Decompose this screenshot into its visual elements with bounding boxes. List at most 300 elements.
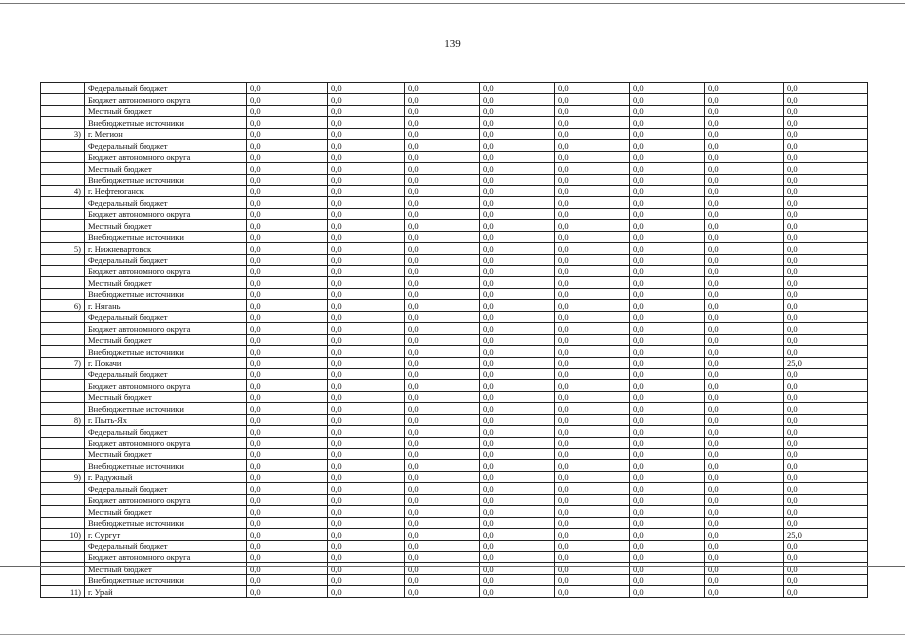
value-cell: 0,0 bbox=[247, 357, 328, 368]
row-number bbox=[41, 483, 85, 494]
row-name: Местный бюджет bbox=[85, 334, 247, 345]
table-row bbox=[41, 220, 868, 231]
value-cell: 0,0 bbox=[405, 174, 480, 185]
value-cell: 0,0 bbox=[405, 163, 480, 174]
value-cell: 0,0 bbox=[247, 311, 328, 322]
value-cell: 0,0 bbox=[405, 426, 480, 437]
table-row bbox=[41, 437, 868, 448]
value-cell: 0,0 bbox=[247, 243, 328, 254]
value-cell: 0,0 bbox=[328, 117, 405, 128]
value-cell: 0,0 bbox=[480, 266, 555, 277]
row-number: 4) bbox=[41, 185, 85, 196]
value-cell: 0,0 bbox=[705, 197, 784, 208]
value-cell: 0,0 bbox=[328, 574, 405, 585]
value-cell: 0,0 bbox=[630, 288, 705, 299]
value-cell: 0,0 bbox=[480, 506, 555, 517]
value-cell: 0,0 bbox=[555, 574, 630, 585]
value-cell: 0,0 bbox=[784, 300, 868, 311]
row-name: Бюджет автономного округа bbox=[85, 380, 247, 391]
row-number bbox=[41, 254, 85, 265]
row-number bbox=[41, 94, 85, 105]
value-cell: 0,0 bbox=[480, 220, 555, 231]
value-cell: 0,0 bbox=[328, 449, 405, 460]
value-cell: 0,0 bbox=[480, 414, 555, 425]
table-row bbox=[41, 368, 868, 379]
row-number bbox=[41, 288, 85, 299]
value-cell: 0,0 bbox=[784, 437, 868, 448]
value-cell: 0,0 bbox=[405, 105, 480, 116]
value-cell: 0,0 bbox=[555, 128, 630, 139]
value-cell: 0,0 bbox=[784, 94, 868, 105]
value-cell: 0,0 bbox=[480, 288, 555, 299]
value-cell: 0,0 bbox=[328, 403, 405, 414]
value-cell: 0,0 bbox=[480, 334, 555, 345]
value-cell: 0,0 bbox=[328, 151, 405, 162]
value-cell: 0,0 bbox=[705, 391, 784, 402]
value-cell: 0,0 bbox=[247, 334, 328, 345]
value-cell: 0,0 bbox=[247, 117, 328, 128]
value-cell: 0,0 bbox=[630, 323, 705, 334]
row-name: г. Пыть-Ях bbox=[85, 414, 247, 425]
value-cell: 0,0 bbox=[405, 391, 480, 402]
value-cell: 0,0 bbox=[480, 163, 555, 174]
value-cell: 0,0 bbox=[784, 551, 868, 562]
value-cell: 0,0 bbox=[555, 540, 630, 551]
value-cell: 0,0 bbox=[405, 94, 480, 105]
value-cell: 0,0 bbox=[784, 128, 868, 139]
value-cell: 0,0 bbox=[705, 243, 784, 254]
value-cell: 0,0 bbox=[480, 254, 555, 265]
value-cell: 0,0 bbox=[247, 563, 328, 574]
table-row bbox=[41, 426, 868, 437]
value-cell: 0,0 bbox=[705, 323, 784, 334]
value-cell: 0,0 bbox=[247, 151, 328, 162]
value-cell: 0,0 bbox=[247, 323, 328, 334]
row-name: Местный бюджет bbox=[85, 163, 247, 174]
value-cell: 0,0 bbox=[480, 540, 555, 551]
value-cell: 0,0 bbox=[328, 83, 405, 94]
value-cell: 0,0 bbox=[555, 483, 630, 494]
table-row bbox=[41, 346, 868, 357]
value-cell: 0,0 bbox=[705, 185, 784, 196]
value-cell: 0,0 bbox=[328, 437, 405, 448]
value-cell: 0,0 bbox=[247, 346, 328, 357]
table-row bbox=[41, 540, 868, 551]
row-number bbox=[41, 163, 85, 174]
value-cell: 0,0 bbox=[705, 551, 784, 562]
value-cell: 0,0 bbox=[630, 414, 705, 425]
value-cell: 0,0 bbox=[784, 574, 868, 585]
row-number bbox=[41, 437, 85, 448]
table-row bbox=[41, 83, 868, 94]
value-cell: 0,0 bbox=[555, 174, 630, 185]
row-number bbox=[41, 563, 85, 574]
value-cell: 0,0 bbox=[705, 105, 784, 116]
row-number bbox=[41, 117, 85, 128]
table-row bbox=[41, 197, 868, 208]
value-cell: 0,0 bbox=[247, 254, 328, 265]
row-number bbox=[41, 323, 85, 334]
row-name: Федеральный бюджет bbox=[85, 83, 247, 94]
value-cell: 0,0 bbox=[705, 471, 784, 482]
table-row bbox=[41, 449, 868, 460]
value-cell: 0,0 bbox=[405, 151, 480, 162]
value-cell: 0,0 bbox=[328, 483, 405, 494]
value-cell: 0,0 bbox=[405, 517, 480, 528]
value-cell: 0,0 bbox=[328, 529, 405, 540]
value-cell: 0,0 bbox=[555, 323, 630, 334]
value-cell: 0,0 bbox=[630, 140, 705, 151]
value-cell: 0,0 bbox=[247, 128, 328, 139]
value-cell: 0,0 bbox=[784, 208, 868, 219]
value-cell: 0,0 bbox=[784, 254, 868, 265]
value-cell: 0,0 bbox=[555, 426, 630, 437]
table-row bbox=[41, 311, 868, 322]
value-cell: 0,0 bbox=[405, 414, 480, 425]
row-name: Федеральный бюджет bbox=[85, 483, 247, 494]
value-cell: 0,0 bbox=[784, 391, 868, 402]
row-number bbox=[41, 174, 85, 185]
value-cell: 0,0 bbox=[784, 163, 868, 174]
row-number bbox=[41, 551, 85, 562]
value-cell: 0,0 bbox=[705, 414, 784, 425]
value-cell: 0,0 bbox=[328, 197, 405, 208]
value-cell: 0,0 bbox=[630, 563, 705, 574]
table-row bbox=[41, 140, 868, 151]
row-name: Федеральный бюджет bbox=[85, 140, 247, 151]
value-cell: 0,0 bbox=[480, 128, 555, 139]
value-cell: 0,0 bbox=[328, 551, 405, 562]
value-cell: 0,0 bbox=[480, 231, 555, 242]
value-cell: 0,0 bbox=[555, 105, 630, 116]
row-name: Бюджет автономного округа bbox=[85, 323, 247, 334]
value-cell: 0,0 bbox=[630, 300, 705, 311]
value-cell: 0,0 bbox=[630, 243, 705, 254]
value-cell: 0,0 bbox=[247, 288, 328, 299]
value-cell: 0,0 bbox=[480, 426, 555, 437]
value-cell: 0,0 bbox=[328, 517, 405, 528]
row-name: Бюджет автономного округа bbox=[85, 208, 247, 219]
value-cell: 0,0 bbox=[480, 357, 555, 368]
value-cell: 0,0 bbox=[705, 529, 784, 540]
row-number: 3) bbox=[41, 128, 85, 139]
value-cell: 0,0 bbox=[555, 380, 630, 391]
row-name: Бюджет автономного округа bbox=[85, 266, 247, 277]
value-cell: 0,0 bbox=[405, 254, 480, 265]
value-cell: 0,0 bbox=[555, 460, 630, 471]
value-cell: 0,0 bbox=[328, 300, 405, 311]
value-cell: 0,0 bbox=[247, 460, 328, 471]
value-cell: 0,0 bbox=[480, 185, 555, 196]
value-cell: 0,0 bbox=[555, 334, 630, 345]
value-cell: 0,0 bbox=[247, 471, 328, 482]
value-cell: 0,0 bbox=[555, 220, 630, 231]
row-name: г. Нягань bbox=[85, 300, 247, 311]
value-cell: 0,0 bbox=[480, 197, 555, 208]
table-row bbox=[41, 185, 868, 196]
row-number bbox=[41, 449, 85, 460]
row-name: Бюджет автономного округа bbox=[85, 551, 247, 562]
value-cell: 0,0 bbox=[480, 140, 555, 151]
row-name: Внебюджетные источники bbox=[85, 517, 247, 528]
value-cell: 0,0 bbox=[405, 529, 480, 540]
row-number bbox=[41, 197, 85, 208]
value-cell: 0,0 bbox=[405, 551, 480, 562]
value-cell: 0,0 bbox=[705, 437, 784, 448]
row-name: Федеральный бюджет bbox=[85, 540, 247, 551]
value-cell: 25,0 bbox=[784, 357, 868, 368]
value-cell: 0,0 bbox=[247, 586, 328, 597]
value-cell: 0,0 bbox=[480, 346, 555, 357]
value-cell: 0,0 bbox=[480, 323, 555, 334]
value-cell: 0,0 bbox=[705, 334, 784, 345]
row-number bbox=[41, 140, 85, 151]
value-cell: 0,0 bbox=[405, 449, 480, 460]
value-cell: 0,0 bbox=[630, 540, 705, 551]
value-cell: 0,0 bbox=[630, 117, 705, 128]
table-row bbox=[41, 208, 868, 219]
value-cell: 0,0 bbox=[328, 140, 405, 151]
value-cell: 0,0 bbox=[784, 185, 868, 196]
value-cell: 0,0 bbox=[555, 277, 630, 288]
value-cell: 0,0 bbox=[784, 346, 868, 357]
value-cell: 0,0 bbox=[630, 483, 705, 494]
row-number: 11) bbox=[41, 586, 85, 597]
value-cell: 0,0 bbox=[784, 323, 868, 334]
value-cell: 0,0 bbox=[555, 311, 630, 322]
value-cell: 0,0 bbox=[247, 140, 328, 151]
value-cell: 0,0 bbox=[328, 231, 405, 242]
value-cell: 0,0 bbox=[630, 277, 705, 288]
table-row bbox=[41, 128, 868, 139]
value-cell: 0,0 bbox=[705, 151, 784, 162]
table-row bbox=[41, 574, 868, 585]
row-name: Местный бюджет bbox=[85, 563, 247, 574]
table-row bbox=[41, 243, 868, 254]
value-cell: 0,0 bbox=[705, 380, 784, 391]
value-cell: 0,0 bbox=[247, 300, 328, 311]
value-cell: 0,0 bbox=[555, 403, 630, 414]
value-cell: 0,0 bbox=[405, 277, 480, 288]
value-cell: 0,0 bbox=[247, 483, 328, 494]
table-row bbox=[41, 174, 868, 185]
row-number: 10) bbox=[41, 529, 85, 540]
value-cell: 0,0 bbox=[247, 185, 328, 196]
value-cell: 0,0 bbox=[405, 506, 480, 517]
value-cell: 0,0 bbox=[784, 151, 868, 162]
value-cell: 0,0 bbox=[784, 334, 868, 345]
value-cell: 0,0 bbox=[328, 288, 405, 299]
row-number: 6) bbox=[41, 300, 85, 311]
value-cell: 0,0 bbox=[247, 540, 328, 551]
value-cell: 0,0 bbox=[328, 357, 405, 368]
table-row bbox=[41, 334, 868, 345]
value-cell: 0,0 bbox=[405, 266, 480, 277]
table-row bbox=[41, 117, 868, 128]
value-cell: 0,0 bbox=[784, 83, 868, 94]
value-cell: 0,0 bbox=[555, 517, 630, 528]
value-cell: 0,0 bbox=[705, 540, 784, 551]
row-number bbox=[41, 506, 85, 517]
table-row bbox=[41, 300, 868, 311]
table-row bbox=[41, 586, 868, 597]
value-cell: 0,0 bbox=[247, 94, 328, 105]
value-cell: 0,0 bbox=[405, 323, 480, 334]
row-name: Внебюджетные источники bbox=[85, 574, 247, 585]
value-cell: 0,0 bbox=[705, 586, 784, 597]
value-cell: 0,0 bbox=[555, 185, 630, 196]
value-cell: 0,0 bbox=[784, 311, 868, 322]
value-cell: 0,0 bbox=[480, 208, 555, 219]
table-row bbox=[41, 357, 868, 368]
value-cell: 0,0 bbox=[405, 334, 480, 345]
row-number bbox=[41, 391, 85, 402]
value-cell: 0,0 bbox=[784, 220, 868, 231]
value-cell: 0,0 bbox=[555, 117, 630, 128]
value-cell: 0,0 bbox=[705, 494, 784, 505]
value-cell: 0,0 bbox=[555, 243, 630, 254]
value-cell: 0,0 bbox=[630, 460, 705, 471]
value-cell: 0,0 bbox=[247, 494, 328, 505]
value-cell: 0,0 bbox=[630, 254, 705, 265]
value-cell: 0,0 bbox=[705, 174, 784, 185]
value-cell: 0,0 bbox=[480, 586, 555, 597]
row-number bbox=[41, 380, 85, 391]
value-cell: 0,0 bbox=[405, 483, 480, 494]
value-cell: 0,0 bbox=[630, 197, 705, 208]
value-cell: 0,0 bbox=[247, 403, 328, 414]
row-name: Бюджет автономного округа bbox=[85, 437, 247, 448]
row-number bbox=[41, 426, 85, 437]
value-cell: 0,0 bbox=[480, 563, 555, 574]
value-cell: 0,0 bbox=[555, 83, 630, 94]
value-cell: 0,0 bbox=[328, 346, 405, 357]
value-cell: 0,0 bbox=[328, 208, 405, 219]
value-cell: 0,0 bbox=[784, 380, 868, 391]
row-number bbox=[41, 460, 85, 471]
value-cell: 0,0 bbox=[480, 380, 555, 391]
value-cell: 0,0 bbox=[630, 151, 705, 162]
value-cell: 0,0 bbox=[405, 346, 480, 357]
value-cell: 0,0 bbox=[630, 94, 705, 105]
value-cell: 0,0 bbox=[555, 288, 630, 299]
value-cell: 0,0 bbox=[247, 449, 328, 460]
value-cell: 0,0 bbox=[328, 414, 405, 425]
budget-table bbox=[40, 82, 868, 598]
value-cell: 0,0 bbox=[705, 357, 784, 368]
value-cell: 0,0 bbox=[247, 437, 328, 448]
value-cell: 0,0 bbox=[630, 391, 705, 402]
value-cell: 0,0 bbox=[630, 174, 705, 185]
value-cell: 0,0 bbox=[705, 128, 784, 139]
value-cell: 0,0 bbox=[480, 449, 555, 460]
table-row bbox=[41, 163, 868, 174]
value-cell: 0,0 bbox=[247, 197, 328, 208]
value-cell: 0,0 bbox=[784, 117, 868, 128]
value-cell: 0,0 bbox=[630, 494, 705, 505]
row-name: г. Радужный bbox=[85, 471, 247, 482]
row-name: Местный бюджет bbox=[85, 105, 247, 116]
value-cell: 0,0 bbox=[630, 449, 705, 460]
row-number bbox=[41, 311, 85, 322]
value-cell: 0,0 bbox=[555, 414, 630, 425]
value-cell: 0,0 bbox=[555, 140, 630, 151]
table-row bbox=[41, 254, 868, 265]
value-cell: 0,0 bbox=[247, 368, 328, 379]
value-cell: 0,0 bbox=[405, 311, 480, 322]
value-cell: 0,0 bbox=[705, 426, 784, 437]
value-cell: 0,0 bbox=[328, 380, 405, 391]
value-cell: 0,0 bbox=[705, 288, 784, 299]
value-cell: 0,0 bbox=[784, 140, 868, 151]
value-cell: 0,0 bbox=[555, 266, 630, 277]
value-cell: 0,0 bbox=[328, 266, 405, 277]
value-cell: 0,0 bbox=[480, 368, 555, 379]
row-name: Внебюджетные источники bbox=[85, 346, 247, 357]
row-name: Федеральный бюджет bbox=[85, 368, 247, 379]
value-cell: 0,0 bbox=[630, 128, 705, 139]
value-cell: 0,0 bbox=[405, 140, 480, 151]
value-cell: 0,0 bbox=[480, 460, 555, 471]
value-cell: 0,0 bbox=[328, 471, 405, 482]
value-cell: 0,0 bbox=[555, 163, 630, 174]
value-cell: 0,0 bbox=[247, 391, 328, 402]
value-cell: 0,0 bbox=[480, 517, 555, 528]
row-number: 8) bbox=[41, 414, 85, 425]
value-cell: 0,0 bbox=[405, 563, 480, 574]
row-number bbox=[41, 231, 85, 242]
row-number bbox=[41, 151, 85, 162]
value-cell: 0,0 bbox=[328, 105, 405, 116]
value-cell: 0,0 bbox=[555, 151, 630, 162]
value-cell: 0,0 bbox=[480, 243, 555, 254]
value-cell: 0,0 bbox=[328, 185, 405, 196]
value-cell: 0,0 bbox=[784, 403, 868, 414]
value-cell: 0,0 bbox=[480, 151, 555, 162]
value-cell: 0,0 bbox=[784, 231, 868, 242]
row-name: г. Нижневартовск bbox=[85, 243, 247, 254]
table-row bbox=[41, 105, 868, 116]
value-cell: 0,0 bbox=[405, 220, 480, 231]
value-cell: 0,0 bbox=[247, 574, 328, 585]
table-row bbox=[41, 517, 868, 528]
value-cell: 0,0 bbox=[328, 368, 405, 379]
row-name: Внебюджетные источники bbox=[85, 403, 247, 414]
value-cell: 0,0 bbox=[405, 437, 480, 448]
value-cell: 0,0 bbox=[630, 185, 705, 196]
table-row bbox=[41, 323, 868, 334]
value-cell: 0,0 bbox=[480, 574, 555, 585]
row-number bbox=[41, 574, 85, 585]
row-name: Федеральный бюджет bbox=[85, 311, 247, 322]
value-cell: 0,0 bbox=[630, 105, 705, 116]
value-cell: 0,0 bbox=[705, 403, 784, 414]
row-name: Местный бюджет bbox=[85, 391, 247, 402]
value-cell: 0,0 bbox=[705, 460, 784, 471]
value-cell: 0,0 bbox=[328, 586, 405, 597]
row-name: Бюджет автономного округа bbox=[85, 94, 247, 105]
value-cell: 0,0 bbox=[630, 517, 705, 528]
value-cell: 0,0 bbox=[405, 403, 480, 414]
value-cell: 0,0 bbox=[555, 208, 630, 219]
value-cell: 0,0 bbox=[630, 506, 705, 517]
value-cell: 0,0 bbox=[247, 380, 328, 391]
table-row bbox=[41, 506, 868, 517]
value-cell: 0,0 bbox=[247, 174, 328, 185]
value-cell: 0,0 bbox=[555, 506, 630, 517]
value-cell: 0,0 bbox=[705, 346, 784, 357]
value-cell: 0,0 bbox=[247, 83, 328, 94]
